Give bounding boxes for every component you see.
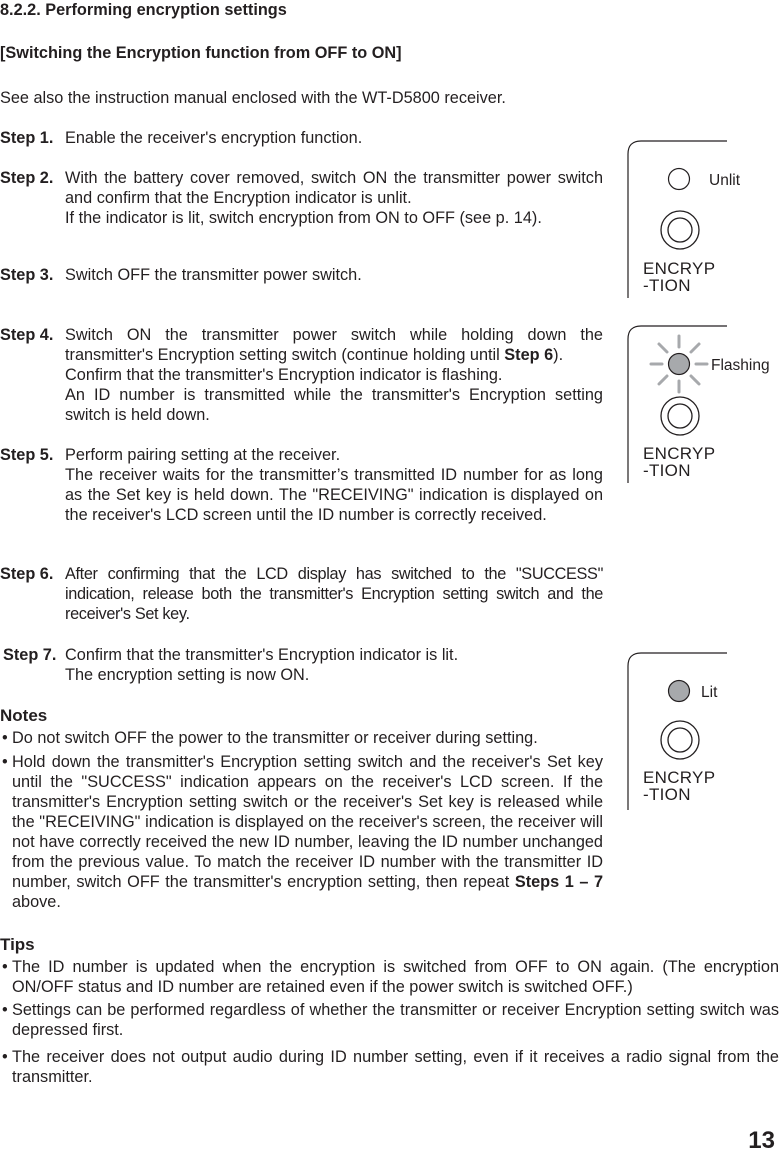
step-4 xyxy=(0,325,603,425)
step-text: After confirming that the LCD display has switched to the "SUCCESS" indication, release both the transmitter's Encryption setting switch and the receiver's Set key. xyxy=(65,565,603,623)
encryption-label-line2: -TION xyxy=(643,276,691,295)
step-6 xyxy=(0,564,603,624)
indicator-state-label: Unlit xyxy=(709,172,741,189)
step-label: Step 7. xyxy=(3,646,57,664)
step-3 xyxy=(0,265,603,285)
indicator-state-label: Lit xyxy=(701,684,718,701)
encryption-label-line1: ENCRYP xyxy=(643,259,716,278)
step-text: Perform pairing setting at the receiver. xyxy=(65,446,341,464)
encryption-label-line2: -TION xyxy=(643,785,691,804)
step-text: With the battery cover removed, switch ON the transmitter power switch and confirm that the Encryption indicator is unlit. xyxy=(65,169,603,207)
tip-item: • The ID number is updated when the encryption is switched from OFF to ON again. (The encryption ON/OFF status and ID number are retained even if the power switch is switched OFF.) xyxy=(2,958,779,996)
indicator-figure-lit xyxy=(625,652,779,812)
indicator-led-unlit xyxy=(669,169,690,190)
encryption-label-line2: -TION xyxy=(643,461,691,480)
page-number: 13 xyxy=(748,1127,775,1154)
step-label: Step 6. xyxy=(0,565,54,583)
indicator-figure-flashing xyxy=(625,325,779,485)
step-7 xyxy=(0,645,603,685)
step-text: An ID number is transmitted while the transmitter's Encryption setting switch is held down. xyxy=(65,386,603,424)
step-5 xyxy=(0,445,603,525)
step-1 xyxy=(0,128,603,148)
step-text: Confirm that the transmitter's Encryption indicator is flashing. xyxy=(65,366,503,384)
step-text: Confirm that the transmitter's Encryption indicator is lit. xyxy=(65,646,459,664)
notes-heading: Notes xyxy=(0,706,48,725)
step-text: Enable the receiver's encryption function. xyxy=(65,129,363,147)
tip-item: • Settings can be performed regardless of whether the transmitter or receiver Encryption setting switch was depressed first. xyxy=(2,1001,779,1039)
step-text: Switch OFF the transmitter power switch. xyxy=(65,266,362,284)
step-text: Switch ON the transmitter power switch while holding down the transmitter's Encryption setting switch (continue holding until Step 6). xyxy=(65,326,603,364)
indicator-led-lit xyxy=(669,681,690,702)
step-label: Step 5. xyxy=(0,446,54,464)
step-2 xyxy=(0,168,603,228)
note-item: • Hold down the transmitter's Encryption setting switch and the receiver's Set key until the "SUCCESS" indication appears on the receiver's LCD screen. If the transmitter's Encryption setting switch or the receiver's Set key is released while the "RECEIVING" indication is displayed on the receiver's screen, the receiver will not have correctly received the new ID number, leaving the ID number unchanged from the previous value. To match the receiver ID number with the transmitter ID number, switch OFF the transmitter's encryption setting, then repeat Steps 1 – 7 above. xyxy=(2,753,604,911)
tip-item: • The receiver does not output audio during ID number setting, even if it receives a radio signal from the transmitter. xyxy=(2,1048,779,1086)
step-text: If the indicator is lit, switch encryption from ON to OFF (see p. 14). xyxy=(65,209,542,227)
section-title: 8.2.2. Performing encryption settings xyxy=(0,1,287,19)
step-text: The encryption setting is now ON. xyxy=(65,666,310,684)
step-label: Step 2. xyxy=(0,169,54,187)
encryption-label-line1: ENCRYP xyxy=(643,444,716,463)
subheading: [Switching the Encryption function from OFF to ON] xyxy=(0,44,402,62)
step-text: The receiver waits for the transmitter’s transmitted ID number for as long as the Set key is held down. The "RECEIVING" indication is displayed on the receiver's LCD screen until the ID number is correctly received. xyxy=(65,466,603,524)
indicator-state-label: Flashing xyxy=(711,357,770,374)
tips-heading: Tips xyxy=(0,935,35,954)
step-label: Step 3. xyxy=(0,266,54,284)
indicator-led-flashing xyxy=(669,354,690,375)
encryption-label-line1: ENCRYP xyxy=(643,768,716,787)
intro-text: See also the instruction manual enclosed with the WT-D5800 receiver. xyxy=(0,89,506,107)
note-item: • Do not switch OFF the power to the transmitter or receiver during setting. xyxy=(2,729,538,747)
step-label: Step 1. xyxy=(0,129,54,147)
indicator-figure-unlit xyxy=(625,140,779,300)
step-label: Step 4. xyxy=(0,326,54,344)
